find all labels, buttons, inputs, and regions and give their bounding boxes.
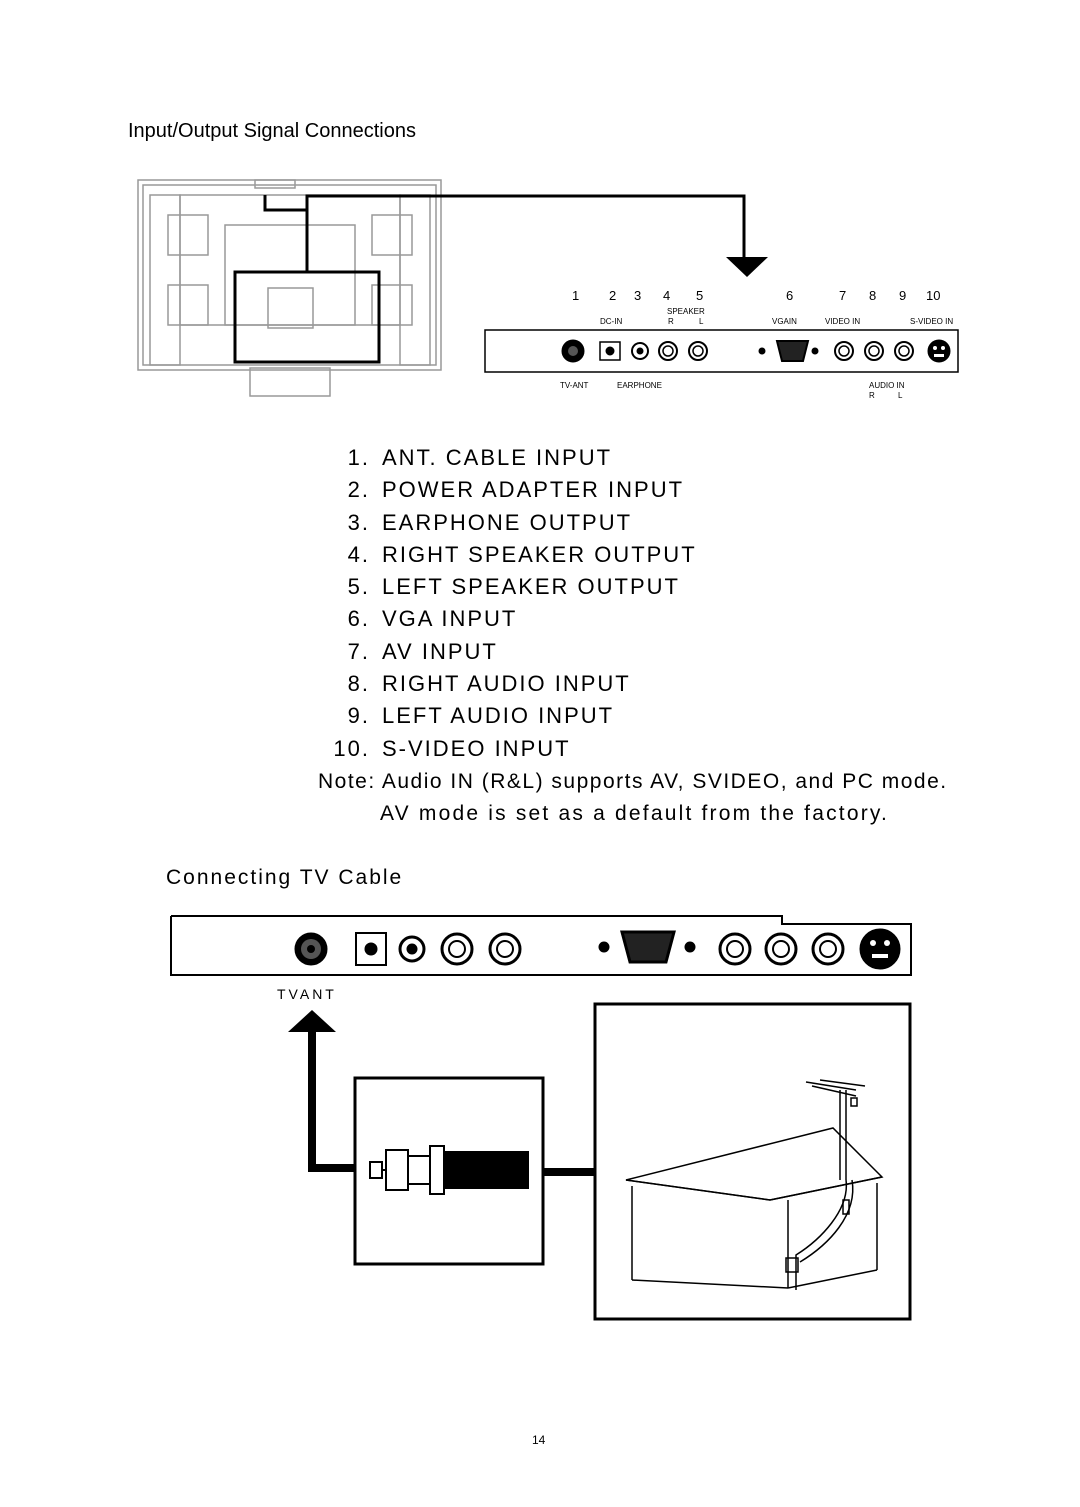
list-item: 2. POWER ADAPTER INPUT — [347, 477, 685, 503]
port-number: 1 — [572, 288, 580, 303]
s-video-in-label: S-VIDEO IN — [910, 317, 954, 326]
port-number: 5 — [696, 288, 704, 303]
port-number: 4 — [663, 288, 671, 303]
r-label: R — [668, 317, 674, 326]
list-item: 7. AV INPUT — [347, 638, 498, 664]
port-number: 3 — [634, 288, 642, 303]
up-arrow — [288, 1010, 336, 1032]
connecting-title: Connecting TV Cable — [166, 866, 404, 889]
speaker-label: SPEAKER — [667, 307, 705, 316]
list-item: 1. ANT. CABLE INPUT — [347, 445, 613, 470]
video-in-label: VIDEO IN — [825, 317, 861, 326]
list-item: 3. EARPHONE OUTPUT — [347, 509, 633, 535]
port-number: 6 — [786, 288, 794, 303]
port-number: 8 — [869, 288, 877, 303]
dc-in-label: DC-IN — [600, 317, 623, 326]
tv-ant-label: TVANT — [277, 986, 337, 1002]
list-item: 10. S-VIDEO INPUT — [333, 735, 571, 761]
list-item: 9. LEFT AUDIO INPUT — [347, 703, 615, 729]
port-number: 7 — [839, 288, 847, 303]
note-line-1: Note: Audio IN (R&L) supports AV, SVIDEO, and PC mode. — [318, 770, 948, 793]
earphone-label: EARPHONE — [617, 381, 662, 390]
cable-line — [312, 1032, 356, 1168]
audio-in-label: AUDIO IN — [869, 381, 905, 390]
list-item: 4. RIGHT SPEAKER OUTPUT — [347, 541, 697, 567]
port-number: 10 — [926, 288, 941, 303]
port-number: 2 — [609, 288, 617, 303]
section-title: Input/Output Signal Connections — [128, 120, 416, 142]
note-line-2: AV mode is set as a default from the factory. — [380, 802, 890, 825]
list-item: 5. LEFT SPEAKER OUTPUT — [347, 574, 680, 600]
page-number: 14 — [532, 1433, 546, 1447]
audio-l-label: L — [898, 391, 903, 400]
large-connector-panel — [171, 916, 911, 975]
l-label: L — [699, 317, 704, 326]
tv-ant-label: TV-ANT — [560, 381, 589, 390]
vgain-label: VGAIN — [772, 317, 797, 326]
list-item: 8. RIGHT AUDIO INPUT — [347, 671, 631, 697]
list-item: 6. VGA INPUT — [347, 606, 518, 632]
port-number: 9 — [899, 288, 907, 303]
audio-r-label: R — [869, 391, 875, 400]
